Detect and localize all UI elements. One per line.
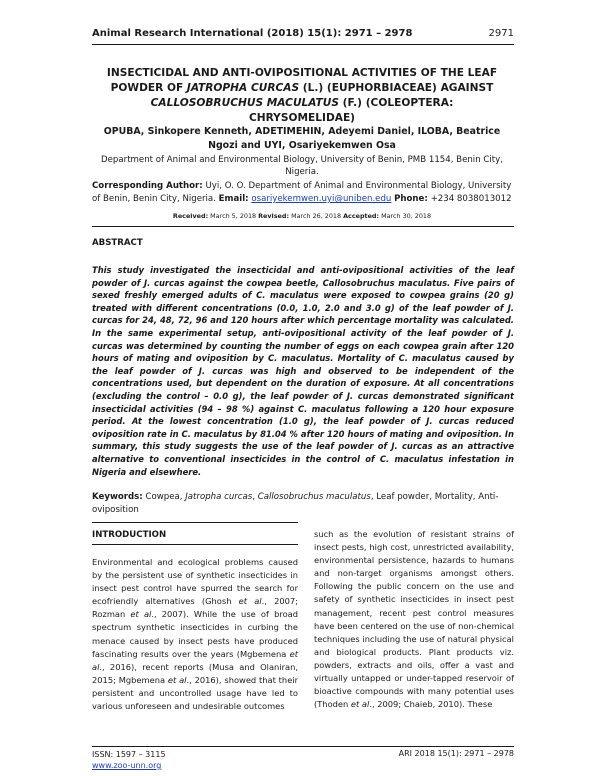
footer-left	[92, 749, 166, 771]
intro-text: ., 2007). While the use of broad spectrum synthetic insecticides in curbing the menace caused by insect pests have produced fascinating results over the years (Mgbemena	[92, 609, 298, 659]
revised-date: March 26, 2018	[291, 212, 342, 220]
keywords-label: Keywords:	[92, 492, 143, 502]
received-label: Received:	[172, 212, 209, 220]
intro-etal: et al	[238, 596, 262, 607]
intro-heading-divider	[92, 544, 298, 545]
keyword-item: ,	[252, 492, 258, 502]
intro-text: such as the evolution of resistant strains of insect pests, high cost, unrestricted availability, environmental persistence, hazards to humans and non-target organisms amongst others. Following the public concern on the use and safety of synthetic insecticides in insect pest management, recent pest control measures have been centered on the use of non-chemical techniques including the use of natural physical and biological products. Plant products viz. powders, extracts and oils, offer a vast and virtually untapped or under-tapped reservoir of bioactive compounds with many potential uses (Thoden	[314, 529, 514, 710]
intro-top-divider	[92, 522, 298, 523]
title-species: JATROPHA CURCAS	[186, 82, 300, 94]
intro-text: ., 2007; Rozman	[92, 596, 298, 620]
phone-label: Phone:	[394, 194, 428, 204]
email-link[interactable]: osariyekemwen.uyi@uniben.edu	[251, 194, 392, 204]
footer-citation: ARI 2018 15(1): 2971 – 2978	[398, 749, 514, 758]
intro-etal: et al	[350, 699, 370, 710]
title-part: (L.) (EUPHORBIACEAE) AGAINST	[299, 82, 494, 94]
journal-url-link[interactable]: www.zoo-unn.org	[92, 761, 162, 770]
intro-text: ., 2009; Chaieb, 2010). These	[369, 699, 493, 710]
footer-divider	[92, 746, 514, 747]
keywords	[92, 491, 514, 517]
keyword-item: , Leaf powder, Mortality, Anti-oviposition	[92, 492, 499, 515]
intro-text: Environmental and ecological problems caused by the persistent use of synthetic insecticides in insect pest control have spurred the search for ecofriendly alternatives (Ghosh	[92, 557, 298, 607]
page-number: 2971	[488, 28, 514, 39]
title-part: INSECTICIDAL AND ANTI-OVIPOSITIONAL ACTIVITIES OF THE LEAF POWDER OF	[106, 67, 498, 94]
keyword-item: Cowpea,	[142, 492, 186, 502]
affiliation: Department of Animal and Environmental Biology, University of Benin, PMB 1154, Benin City, Nigeria.	[101, 155, 503, 177]
accepted-date: March 30, 2018	[381, 212, 432, 220]
header-divider	[92, 44, 514, 45]
intro-etal: et al	[167, 674, 187, 685]
abstract-top-divider	[92, 226, 514, 227]
intro-etal: et al	[92, 648, 298, 672]
keyword-item: Jatropha curcas	[185, 492, 253, 502]
intro-text: ., 2016), recent reports (Musa and Olaniran, 2015; Mgbemena	[92, 661, 298, 685]
corresponding-label: Corresponding Author:	[92, 181, 203, 191]
intro-left-column	[92, 556, 298, 713]
phone-number: +234 8038013012	[430, 194, 512, 204]
corresponding-text: Uyi, O. O. Department of Animal and Environmental Biology, University of Benin, Benin City, Nigeria.	[92, 181, 512, 204]
keyword-item: Callosobruchus maculatus	[257, 492, 371, 502]
intro-right-column	[314, 528, 514, 711]
accepted-label: Accepted:	[343, 212, 380, 220]
intro-text: ., 2016), showed that their persistent and uncontrolled usage have led to various unforeseen and undesirable outcomes	[92, 674, 299, 712]
article-dates	[92, 212, 512, 220]
author-list: OPUBA, Sinkopere Kenneth, ADETIMEHIN, Adeyemi Daniel, ILOBA, Beatrice Ngozi and UYI, Osariyekemwen Osa	[103, 126, 501, 151]
issn: ISSN: 1597 – 3115	[92, 750, 166, 759]
title-species: CALLOSOBRUCHUS MACULATUS	[150, 97, 339, 109]
received-date: March 5, 2018	[210, 212, 257, 220]
abstract-text: This study investigated the insecticidal and anti-ovipositional activities of the leaf powder of J. curcas against the cowpea beetle, Callosobruchus maculatus. Five pairs of sexed freshly emerged adults of C. maculatus were exposed to cowpea grains (20 g) treated with different concentrations (0.0, 1.0, 2.0 and 3.0 g) of the leaf powder of J. curcas for 24, 48, 72, 96 and 120 hours after which percentage mortality was calculated. In the same experimental setup, anti-ovipositional activity of the leaf powder of J. curcas was determined by counting the number of eggs on each cowpea grain after 120 hours of mating and oviposition by C. maculatus. Mortality of C. maculatus caused by the leaf powder of J. curcas was high and observed to be independent of the concentrations used, but dependent on the duration of exposure. At all concentrations (excluding the control – 0.0 g), the leaf powder of J. curcas demonstrated significant insecticidal activities (94 – 98 %) against C. maculatus following a 120 hour exposure period. At the lowest concentration (1.0 g), the leaf powder of J. curcas reduced oviposition rate in C. maculatus by 81.04 % after 120 hours of mating and oviposition. In summary, this study suggests the use of the leaf powder of J. curcas as an attractive alternative to conventional insecticides in the control of C. maculatus infestation in Nigeria and elsewhere.	[92, 265, 514, 477]
corresponding-author	[92, 180, 512, 206]
title-part: (F.) (COLEOPTERA: CHRYSOMELIDAE)	[248, 97, 454, 124]
revised-label: Revised:	[258, 212, 290, 220]
introduction-heading: INTRODUCTION	[92, 530, 167, 540]
abstract-heading: ABSTRACT	[92, 238, 143, 248]
article-title	[100, 66, 504, 126]
email-label: Email:	[218, 194, 249, 204]
journal-header: Animal Research International (2018) 15(1): 2971 – 2978	[92, 28, 413, 39]
intro-etal: et al	[130, 609, 152, 620]
